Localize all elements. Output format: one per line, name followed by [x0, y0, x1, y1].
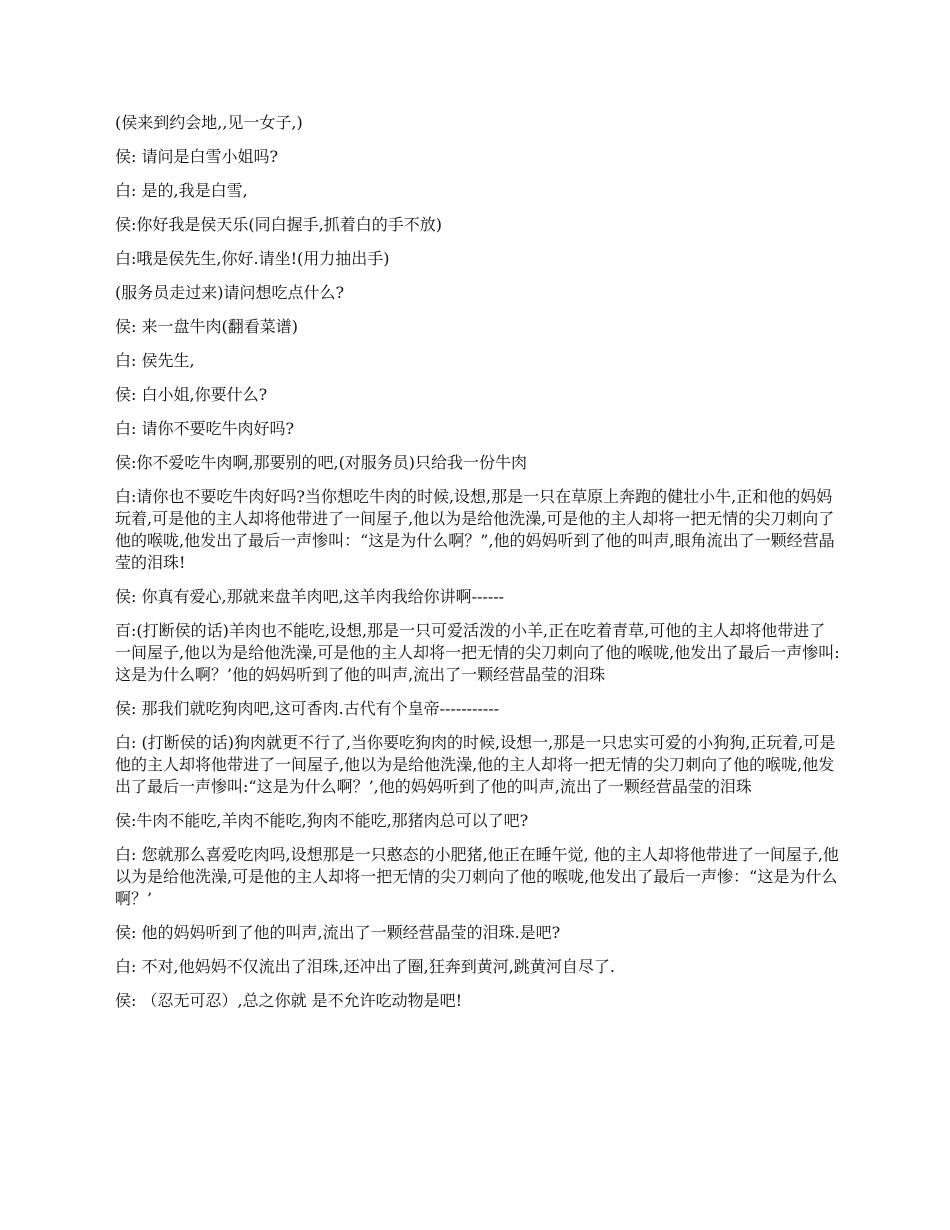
paragraph-15: 侯: 那我们就吃狗肉吧,这可香肉.古代有个皇帝----------- — [115, 699, 500, 718]
paragraph-12: 白:请你也不要吃牛肉好吗?当你想吃牛肉的时候,设想,那是一只在草原上奔跑的健壮小牛,正和他的妈妈玩着,可是他的主人却将他带进了一间屋子,他以为是给他洗澡,可是他的主人却将一把无情的尖刀刺向了他的喉咙,他发出了最后一声惨叫：“这是为什么啊？”,他的妈妈听到了他的叫声,眼角流出了一颗经营晶莹的泪珠! — [115, 487, 835, 572]
paragraph-13: 侯: 你真有爱心,那就来盘羊肉吧,这羊肉我给你讲啊------ — [115, 587, 505, 606]
paragraph-7: 侯: 来一盘牛肉(翻看菜谱) — [115, 317, 298, 336]
paragraph-2: 侯: 请问是白雪小姐吗? — [115, 147, 279, 166]
paragraph-16: 白: (打断侯的话)狗肉就更不行了,当你要吃狗肉的时候,设想一,那是一只忠实可爱的小狗狗,正玩着,可是他的主人却将他带进了一间屋子,他以为是给他洗澡,他的主人却将一把无情的尖刀刺向了他的喉咙,他发出了最后一声惨叫:“这是为什么啊？’,他的妈妈听到了他的叫声,流出了一颗经营晶莹的泪珠 — [115, 733, 836, 796]
paragraph-17: 侯:牛肉不能吃,羊肉不能吃,狗肉不能吃,那猪肉总可以了吧? — [115, 811, 529, 830]
paragraph-9: 侯: 白小姐,你要什么? — [115, 385, 268, 404]
paragraph-3: 白: 是的,我是白雪, — [115, 181, 248, 200]
paragraph-5: 白:哦是侯先生,你好.请坐!(用力抽出手) — [115, 249, 390, 268]
paragraph-21: 侯: （忍无可忍）,总之你就 是不允许吃动物是吧! — [115, 991, 463, 1010]
paragraph-18: 白: 您就那么喜爱吃肉吗,设想那是一只憨态的小肥猪,他正在睡午觉, 他的主人却将他带进了一间屋子,他以为是给他洗澡,可是他的主人却将一把无情的尖刀刺向了他的喉咙,他发出了最后一声惨：“这是为什么啊？’ — [115, 845, 839, 908]
paragraph-19: 侯: 他的妈妈听到了他的叫声,流出了一颗经营晶莹的泪珠.是吧? — [115, 923, 561, 942]
paragraph-6: (服务员走过来)请问想吃点什么? — [115, 283, 345, 302]
paragraph-1: (侯来到约会地,,见一女子,) — [115, 113, 303, 132]
paragraph-20: 白: 不对,他妈妈不仅流出了泪珠,还冲出了圈,狂奔到黄河,跳黄河自尽了. — [115, 957, 615, 976]
paragraph-8: 白: 侯先生, — [115, 351, 195, 370]
paragraph-11: 侯:你不爱吃牛肉啊,那要别的吧,(对服务员)只给我一份牛肉 — [115, 453, 528, 472]
paragraph-4: 侯:你好我是侯天乐(同白握手,抓着白的手不放) — [115, 215, 442, 234]
document-body — [115, 112, 840, 1024]
paragraph-10: 白: 请你不要吃牛肉好吗? — [115, 419, 295, 438]
paragraph-14: 百:(打断侯的话)羊肉也不能吃,设想,那是一只可爱活泼的小羊,正在吃着青草,可他的主人却将他带进了一间屋子,他以为是给他洗澡,可是他的主人却将一把无情的尖刀刺向了他的喉咙,他发出了最后一声惨叫:这是为什么啊？’他的妈妈听到了他的叫声,流出了一颗经营晶莹的泪珠 — [115, 621, 840, 684]
